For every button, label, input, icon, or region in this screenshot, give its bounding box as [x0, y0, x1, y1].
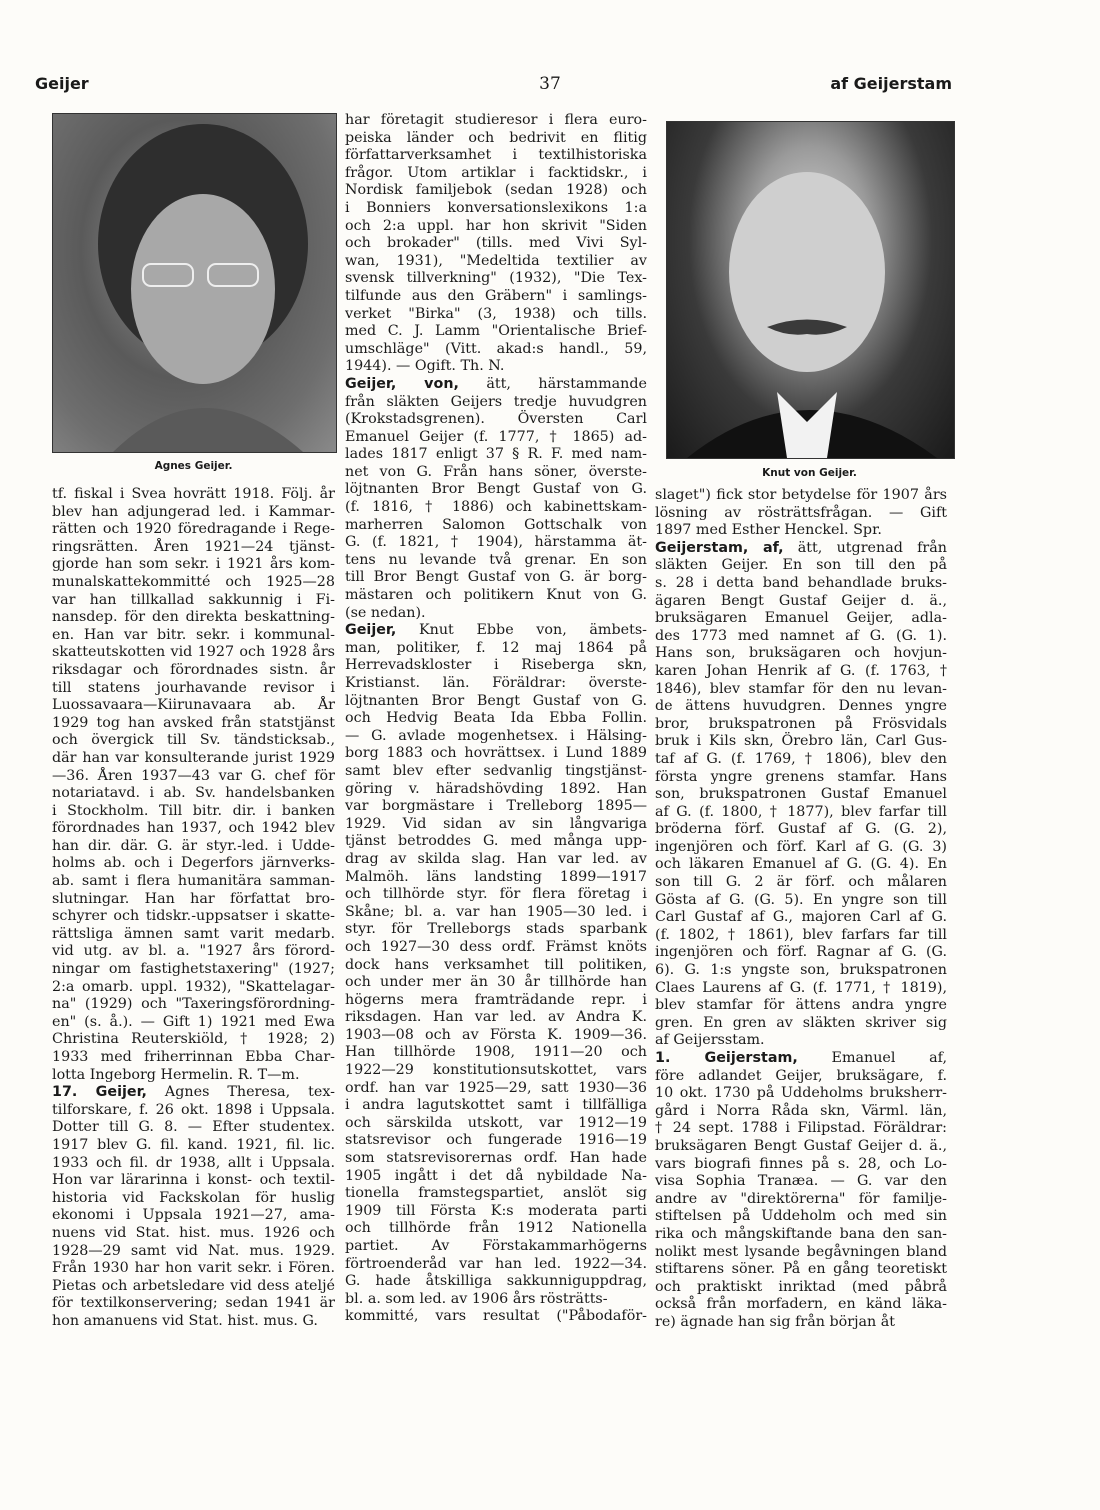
text-line: Claes Laurens af G. (f. 1771, † 1819), — [655, 979, 947, 996]
text-line: statsrevisor och fungerade 1916—19 — [345, 1132, 647, 1149]
text-line: högerns mera framträdande repr. i — [345, 991, 647, 1008]
text-line: och övergick till Sv. tändsticksab., — [52, 732, 335, 749]
text-line: frågor. Utom artiklar i facktidskr., i — [345, 164, 647, 181]
text-line: gjorde han som sekr. i 1921 års kom- — [52, 556, 335, 573]
text-line: och under mer än 30 år tillhörde han — [345, 974, 647, 991]
text-line: med C. J. Lamm "Orientalische Brief- — [345, 323, 647, 340]
text-line: författarverksamhet i textilhistoriska — [345, 147, 647, 164]
text-line: re) ägnade han sig från början åt — [655, 1313, 896, 1330]
text-line: (se nedan). — [345, 604, 426, 621]
text-line: rika och mångskiftande bana den san- — [655, 1225, 947, 1242]
text-line: släkten Geijer. En son till den på — [655, 557, 947, 574]
portrait-photo-agnes-geijer — [52, 113, 337, 453]
text-line: Dotter till G. 8. — Efter studentex. — [52, 1119, 335, 1136]
text-line: Hans son, bruksägaren och hovjun- — [655, 645, 947, 662]
text-line: förordnades han 1937, och 1942 blev — [52, 820, 335, 837]
text-line: skatteutskotten vid 1927 och 1928 års — [52, 644, 335, 661]
text-line: ordf. han var 1925—29, satt 1930—36 — [345, 1079, 647, 1096]
text-line: karen Johan Henrik af G. (f. 1763, † — [655, 662, 947, 679]
text-line: Från 1930 har hon varit sekr. i Fören. — [52, 1260, 335, 1277]
text-line: 1928—29 samt vid Nat. mus. 1929. — [52, 1242, 335, 1259]
text-line: marherren Salomon Gottschalk von — [345, 516, 647, 533]
text-line: 10 okt. 1730 på Uddeholms bruksherr- — [655, 1085, 947, 1102]
text-line: tilfunde aus den Gräbern" i samlings- — [345, 287, 647, 304]
text-line: ekonomi i Uppsala 1921—27, ama- — [52, 1207, 335, 1224]
text-line: peiska länder och bedrivit en flitig — [345, 129, 647, 146]
text-line: dock hans verksamhet till politiken, — [345, 956, 647, 973]
text-line: Herrevadskloster i Riseberga skn, — [345, 657, 647, 674]
text-line: historia vid Fackskolan för huslig — [52, 1189, 335, 1206]
text-line: —36. Åren 1937—43 var G. chef för — [52, 767, 335, 784]
text-line: styr. för Trelleborgs stads sparbank — [345, 921, 647, 938]
running-head-right: af Geijerstam — [830, 74, 952, 93]
text-line: ingenjören och förf. Karl af G. (G. 3) — [655, 838, 947, 855]
text-line: också från morfadern, en känd läka- — [655, 1296, 947, 1313]
text-line: 6). G. 1:s yngste son, brukspatronen — [655, 962, 947, 979]
text-line: och praktiskt inriktad (med påbrå — [655, 1278, 947, 1295]
text-line: och tillhörde från 1912 Nationella — [345, 1220, 647, 1237]
text-line: slutningar. Han har författat bro- — [52, 890, 335, 907]
text-line: bl. a. som led. av 1906 års rösträtts- — [345, 1290, 608, 1307]
text-line: wan, 1931), "Medeltida textilier av — [345, 252, 647, 269]
text-line: Malmöh. läns landsting 1899—1917 — [345, 868, 647, 885]
text-line: slaget") fick stor betydelse för 1907 års — [655, 487, 947, 503]
text-line: nolikt mest lysande begåvningen bland — [655, 1243, 947, 1260]
text-line: blev stamfar för ättens andra yngre — [655, 997, 947, 1014]
text-line: Luossavaara—Kiirunavaara ab. År — [52, 697, 335, 714]
text-line: 1909 till Första K:s moderata parti — [345, 1202, 647, 1219]
text-line: bruk i Kils skn, Örebro län, Carl Gus- — [655, 733, 947, 750]
text-line: lades 1817 enligt 37 § R. F. med nam- — [345, 446, 647, 463]
text-line: visa Sophia Tranæa. — G. var den — [655, 1173, 947, 1190]
text-line: svensk tillverkning" (1932), "Die Tex- — [345, 270, 647, 287]
text-line: var han tillkallad sakkunnig i Fi- — [52, 591, 335, 608]
photo-caption-right: Knut von Geijer. — [762, 467, 857, 479]
text-line: bruksägaren Emanuel Geijer, adla- — [655, 610, 947, 627]
text-line: Geijer, Knut Ebbe von, ämbets- — [345, 622, 647, 639]
text-line: första yngre grenens stamfar. Hans — [655, 768, 947, 785]
text-line: göring v. häradshövding 1892. Han — [345, 780, 647, 797]
text-line: till Bror Bengt Gustaf von G. är borg- — [345, 569, 647, 586]
text-line: tilforskare, f. 26 okt. 1898 i Uppsala. — [52, 1101, 335, 1118]
text-line: i Bonniers konversationslexikons 1:a — [345, 199, 647, 216]
text-line: (Krokstadsgrenen). Översten Carl — [345, 411, 647, 428]
text-line: 1929. Vid sidan av sin långvariga — [345, 815, 647, 832]
text-line: 1929 tog han avsked från statstjänst — [52, 714, 335, 731]
text-line: blev han adjungerad led. i Kammar- — [52, 503, 335, 520]
text-line: rättsliga ämnen samt varit medarb. — [52, 925, 335, 942]
text-line: (f. 1816, † 1886) och kabinettskam- — [345, 499, 647, 516]
text-line: till statens jourhavande revisor i — [52, 679, 335, 696]
text-line: de ättens huvudgren. Dennes yngre — [655, 698, 947, 715]
text-line: Han tillhörde 1908, 1911—20 och — [345, 1044, 647, 1061]
text-line: var borgmästare i Trelleborg 1895— — [345, 798, 647, 815]
text-line: 17. Geijer, Agnes Theresa, tex- — [52, 1084, 335, 1101]
text-line: löjtnanten Bror Bengt Gustaf von G. — [345, 481, 647, 498]
portrait-man-illustration — [667, 122, 954, 458]
text-line: Kristianst. län. Föräldrar: överste- — [345, 675, 647, 691]
text-line: 1903—08 och av Första K. 1909—36. — [345, 1026, 647, 1043]
text-line: en. Han var bitr. sekr. i kommunal- — [52, 626, 335, 643]
text-line: Christina Reuterskiöld, † 1928; 2) — [52, 1031, 335, 1048]
text-line: G. hade åtskilliga sakkunniguppdrag, — [345, 1273, 647, 1290]
text-line: lotta Ingeborg Hermelin. R. T—m. — [52, 1066, 300, 1083]
text-line: ringsrätten. Åren 1921—24 tjänst- — [52, 538, 335, 555]
text-line: en" (s. å.). — Gift 1) 1921 med Ewa — [52, 1013, 335, 1030]
text-line: som statsrevisorernas ordf. Han hade — [345, 1150, 647, 1167]
running-head-left: Geijer — [35, 74, 89, 93]
text-line: tens nu levande två grenar. En son — [345, 551, 647, 568]
text-line: och särskilda utskott, var 1912—19 — [345, 1114, 647, 1131]
text-line: vid utg. av bl. a. "1927 års förord- — [52, 943, 335, 960]
text-line: 1917 blev G. fil. kand. 1921, fil. lic. — [52, 1136, 335, 1153]
text-line: tf. fiskal i Svea hovrätt 1918. Följ. år — [52, 486, 335, 502]
text-line: Nordisk familjebok (sedan 1928) och — [345, 182, 647, 199]
text-column-3 — [655, 487, 947, 1332]
text-line: andre av "direktörerna" för familje- — [655, 1190, 947, 1207]
text-line: † 24 sept. 1788 i Filipstad. Föräldrar: — [655, 1120, 947, 1137]
text-line: man, politiker, f. 12 maj 1864 på — [345, 639, 647, 656]
text-line: och 2:a uppl. har hon skrivit "Siden — [345, 217, 647, 234]
text-line: schyrer och tidskr.-uppsatser i skatte- — [52, 908, 335, 925]
text-line: 1944). — Ogift. Th. N. — [345, 358, 505, 375]
text-line: 1846), blev stamfar för den nu levan- — [655, 680, 947, 697]
text-line: s. 28 i detta band behandlade bruks- — [655, 574, 947, 591]
text-line: före adlandet Geijer, bruksägare, f. — [655, 1067, 947, 1084]
text-line: samt blev efter sedvanlig tingstjänst- — [345, 762, 647, 779]
text-line: Gösta af G. (G. 5). En yngre son till — [655, 891, 947, 908]
text-line: mästaren och politikern Knut von G. — [345, 587, 647, 604]
text-line: stiftarens söner. På en gång teoretiskt — [655, 1261, 947, 1278]
text-line: na" (1929) och "Taxeringsförordning- — [52, 996, 335, 1013]
text-line: borg 1883 och hovrättsex. i Lund 1889 — [345, 745, 647, 762]
page-number: 37 — [539, 74, 561, 94]
text-line: notariatavd. i ab. Sv. handelsbanken — [52, 785, 335, 802]
portrait-woman-illustration — [53, 114, 336, 452]
text-line: (f. 1802, † 1861), blev farfars far till — [655, 926, 947, 943]
text-line: Carl Gustaf af G., majoren Carl af G. — [655, 909, 947, 926]
text-line: 2:a omarb. uppl. 1932), "Skattelagar- — [52, 978, 335, 995]
text-line: umschläge" (Vitt. akad:s handl., 59, — [345, 340, 647, 357]
text-line: munalskattekommitté och 1925—28 — [52, 573, 335, 590]
text-line: Skåne; bl. a. var han 1905—30 led. i — [345, 903, 647, 920]
text-line: och Hedvig Beata Ida Ebba Follin. — [345, 710, 647, 727]
text-line: tionella framstegspartiet, anslöt sig — [345, 1185, 647, 1202]
text-line: ingenjören och förf. Ragnar af G. (G. — [655, 944, 947, 961]
text-line: löjtnanten Bror Bengt Gustaf von G. — [345, 692, 647, 709]
text-line: af Geijersstam. — [655, 1032, 765, 1049]
text-line: drag av skilda slag. Han var led. av — [345, 850, 647, 867]
text-line: och läkaren Emanuel af G. (G. 4). En — [655, 856, 947, 873]
text-line: bröderna förf. Gustaf af G. (G. 2), — [655, 821, 947, 838]
text-line: af G. (f. 1800, † 1877), blev farfar till — [655, 803, 947, 820]
text-line: i Stockholm. Till bitr. dir. i banken — [52, 802, 335, 819]
text-line: Geijer, von, ätt, härstammande — [345, 375, 647, 392]
text-line: vars biografi finnes på s. 28, och Lo- — [655, 1155, 947, 1172]
text-line: ägaren Bengt Gustaf Geijer d. ä., — [655, 592, 947, 609]
text-line: och 1927—30 dess ordf. Främst knöts — [345, 938, 647, 955]
text-column-1 — [52, 486, 335, 1331]
text-line: lösning av rösträttsfrågan. — Gift — [655, 504, 947, 521]
text-line: från släkten Geijers tredje huvudgren — [345, 393, 647, 410]
text-line: gren. En gren av släkten skriver sig — [655, 1014, 947, 1031]
text-line: 1905 ingått i det då nybildade Na- — [345, 1167, 647, 1184]
text-line: bror, brukspatronen på Frösvidals — [655, 715, 947, 732]
text-line: bruksägaren Bengt Gustaf Geijer d. ä., — [655, 1137, 947, 1154]
text-column-2 — [345, 112, 647, 1326]
text-line: riksdagen. Han var led. av Andra K. — [345, 1009, 647, 1026]
photo-caption-left: Agnes Geijer. — [154, 460, 233, 472]
text-line: riksdagar och förordnades sistn. år — [52, 661, 335, 678]
text-line: nuens vid Stat. hist. mus. 1926 och — [52, 1224, 335, 1241]
text-line: holms ab. och i Degerfors järnverks- — [52, 855, 335, 872]
text-line: för textilkonservering; sedan 1941 är — [52, 1295, 335, 1312]
text-line: han dir. där. G. är styr.-led. i Udde- — [52, 837, 335, 854]
text-line: Emanuel Geijer (f. 1777, † 1865) ad- — [345, 428, 647, 445]
text-line: i andra lagutskottet samt i tillfälliga — [345, 1097, 647, 1114]
text-line: där han var konsulterande jurist 1929 — [52, 749, 335, 766]
text-line: och brokader" (tills. med Vivi Syl- — [345, 235, 647, 252]
text-line: Hon var lärarinna i konst- och textil- — [52, 1172, 335, 1189]
text-line: har företagit studieresor i flera euro- — [345, 112, 647, 128]
text-line: ab. samt i flera humanitära samman- — [52, 873, 335, 890]
text-line: stiftelsen på Uddeholm och med sin — [655, 1208, 947, 1225]
text-line: 1922—29 konstitutionsutskottet, vars — [345, 1062, 647, 1079]
text-line: son, brukspatronen Gustaf Emanuel — [655, 786, 947, 803]
text-line: taf af G. (f. 1769, † 1806), blev den — [655, 750, 947, 767]
text-line: tjänst betroddes G. med många upp- — [345, 833, 647, 850]
text-line: nansdep. för den direkta beskattning- — [52, 609, 335, 626]
text-line: G. (f. 1821, † 1904), härstamma ät- — [345, 534, 647, 551]
text-line: ningar om fastighetstaxering" (1927; — [52, 961, 335, 978]
text-line: partiet. Av Förstakammarhögerns — [345, 1238, 647, 1254]
text-line: rätten och 1920 föredragande i Rege- — [52, 521, 335, 538]
text-line: gård i Norra Råda skn, Värml. län, — [655, 1102, 947, 1119]
portrait-photo-knut-von-geijer — [666, 121, 955, 459]
text-line: verket "Birka" (3, 1938) och tills. — [345, 305, 647, 322]
text-line: Pietas och arbetsledare vid dess ateljé — [52, 1277, 335, 1294]
text-line: des 1773 med namnet af G. (G. 1). — [655, 627, 947, 644]
text-line: son till G. 2 är förf. och målaren — [655, 874, 947, 891]
text-line: net von G. Från hans söner, överste- — [345, 463, 647, 480]
text-line: förtroenderåd var han led. 1922—34. — [345, 1255, 647, 1272]
text-line: 1933 med friherrinnan Ebba Char- — [52, 1049, 335, 1065]
text-line: och tillhörde styr. för flera företag i — [345, 886, 647, 903]
text-line: 1. Geijerstam, Emanuel af, — [655, 1050, 948, 1066]
text-line: — G. avlade mogenhetsex. i Hälsing- — [345, 727, 647, 744]
text-line: 1933 och fil. dr 1938, allt i Uppsala. — [52, 1154, 335, 1171]
text-line: hon amanuens vid Stat. hist. mus. G. — [52, 1312, 318, 1329]
text-line: kommitté, vars resultat ("Påbodaför- — [345, 1308, 647, 1325]
text-line: 1897 med Esther Henckel. Spr. — [655, 522, 882, 539]
text-line: Geijerstam, af, ätt, utgrenad från — [655, 539, 947, 556]
